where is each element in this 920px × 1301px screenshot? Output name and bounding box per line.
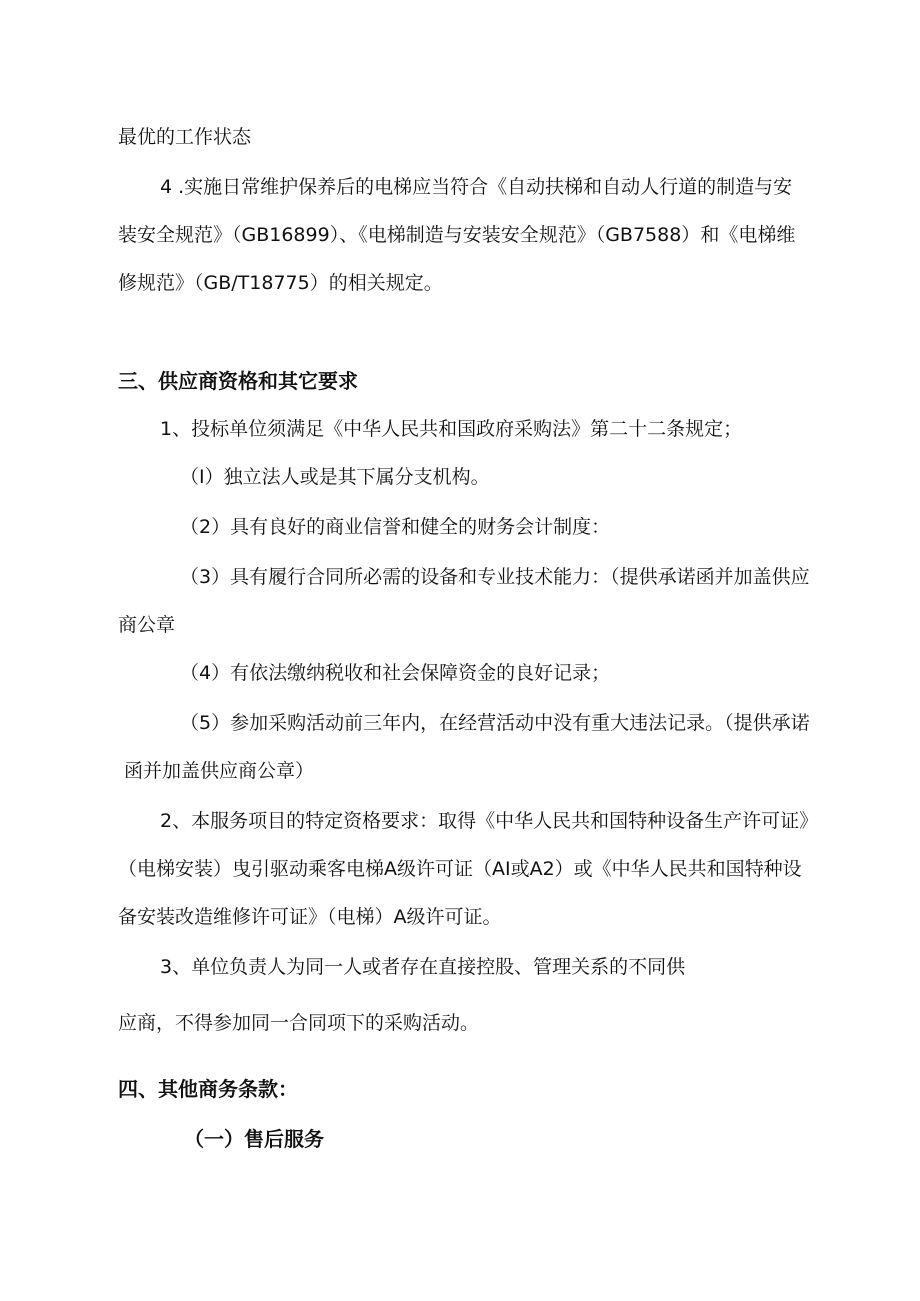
text-line: 3、单位负责人为同一人或者存在直接控股、管理关系的不同供 [160, 956, 686, 978]
text-line: 4 .实施日常维护保养后的电梯应当符合《自动扶梯和自动人行道的制造与安 [160, 176, 793, 198]
text-line: 商公章 [118, 614, 176, 636]
text-line: 应商，不得参加同一合同项下的采购活动。 [118, 1012, 480, 1034]
text-line: 1、投标单位须满足《中华人民共和国政府采购法》第二十二条规定； [160, 418, 743, 440]
text-line: （4）有依法缴纳税收和社会保障资金的良好记录； [180, 662, 611, 684]
text-line: （电梯安装）曳引驱动乘客电梯A级许可证（AI或A2）或《中华人民共和国特种设 [118, 858, 802, 880]
text-line: （3）具有履行合同所必需的设备和专业技术能力：（提供承诺函并加盖供应 [180, 566, 810, 588]
text-line: 2、本服务项目的特定资格要求：取得《中华人民共和国特种设备生产许可证》 [160, 810, 819, 832]
text-line: （I）独立法人或是其下属分支机构。 [180, 466, 490, 488]
text-line: 最优的工作状态 [118, 126, 252, 148]
text-line: 装安全规范》（GB16899）、《电梯制造与安装安全规范》（GB7588）和《电梯维 [118, 224, 796, 246]
text-line: （5）参加采购活动前三年内，在经营活动中没有重大违法记录。（提供承诺 [180, 712, 810, 734]
text-line: 修规范》（GB/T18775）的相关规定。 [118, 272, 443, 294]
text-line: 备安装改造维修许可证》（电梯）A级许可证。 [118, 906, 502, 928]
text-line: 函并加盖供应商公章） [124, 760, 315, 782]
subsection-heading: （一）售后服务 [184, 1127, 324, 1151]
text-line: （2）具有良好的商业信誉和健全的财务会计制度： [180, 516, 611, 538]
section-heading: 三、供应商资格和其它要求 [118, 369, 358, 393]
section-heading: 四、其他商务条款： [118, 1077, 298, 1101]
